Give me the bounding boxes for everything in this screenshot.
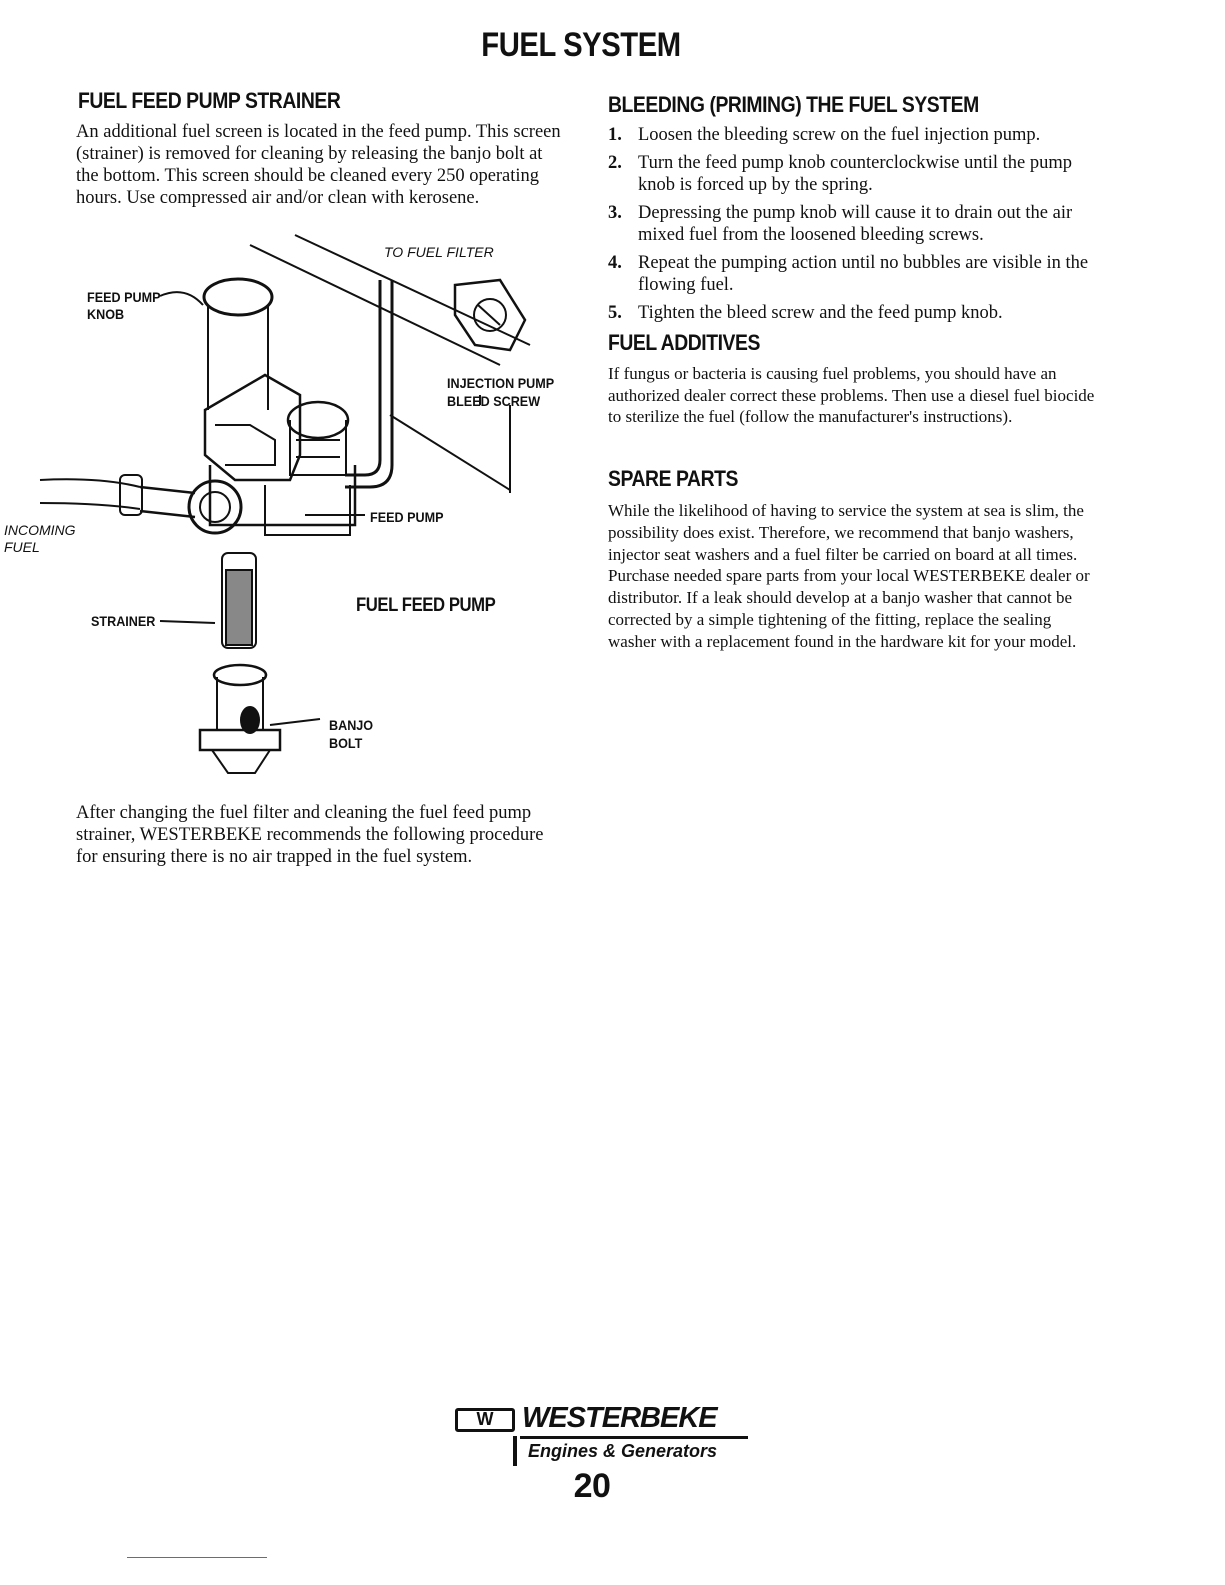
brand-tagline: Engines & Generators xyxy=(528,1441,718,1461)
after-changing-text: After changing the fuel filter and cleaning the fuel feed pump strainer, WESTERBEKE recommends the following procedure for ensuring there is no air trapped in the fuel system. xyxy=(76,803,544,867)
label-feed-pump: FEED PUMP xyxy=(370,509,444,525)
label-injection-pump-line1: INJECTION PUMP xyxy=(447,375,555,391)
spare-parts-text: While the likelihood of having to service the system at sea is slim, the possibility does exist. Therefore, we recommend that banjo washers, injector seat washers and a fuel filter be carried on board at all times. Purchase needed spare parts from your local WESTERBEKE dealer or distributor. If a leak should develop at a banjo washer that cannot be corrected by a simple tightening of the fitting, replace the sealing washer with a replacement found in the hardware kit for your model. xyxy=(608,501,1090,651)
label-banjo-bolt-line1: BANJO xyxy=(329,717,374,733)
section-heading-strainer: FUEL FEED PUMP STRAINER xyxy=(78,88,341,113)
label-feed-pump-knob-line2: KNOB xyxy=(87,306,125,322)
label-banjo-bolt-line2: BOLT xyxy=(329,735,363,751)
brand-name: WESTERBEKE xyxy=(522,1402,717,1434)
section-heading-bleeding: BLEEDING (PRIMING) THE FUEL SYSTEM xyxy=(608,92,979,117)
logo-bar xyxy=(513,1436,517,1466)
label-feed-pump-knob-line1: FEED PUMP xyxy=(87,289,161,305)
label-injection-pump-line2: BLEED SCREW xyxy=(447,393,541,409)
figure-title: FUEL FEED PUMP xyxy=(356,595,496,616)
section-heading-spare-parts: SPARE PARTS xyxy=(608,466,738,491)
footer-link-line xyxy=(127,1557,267,1558)
list-item: 1. Loosen the bleeding screw on the fuel injection pump. xyxy=(608,125,1041,145)
list-item: 3. Depressing the pump knob will cause it to drain out the air mixed fuel from the loosened bleeding screws. xyxy=(608,203,1073,245)
logo-underline xyxy=(520,1436,748,1439)
list-item: 2. Turn the feed pump knob counterclockwise until the pump knob is forced up by the spring. xyxy=(608,153,1072,195)
list-item: 5. Tighten the bleed screw and the feed pump knob. xyxy=(608,303,1003,323)
page-title: FUEL SYSTEM xyxy=(481,26,681,64)
label-strainer: STRAINER xyxy=(91,613,156,629)
label-incoming-line2: FUEL xyxy=(4,539,40,555)
fuel-additives-text: If fungus or bacteria is causing fuel problems, you should have an authorized dealer correct these problems. Then use a diesel fuel biocide to sterilize the fuel (follow the manufacturer's instructions). xyxy=(608,364,1095,426)
label-to-fuel-filter: TO FUEL FILTER xyxy=(384,244,494,260)
list-item: 4. Repeat the pumping action until no bubbles are visible in the flowing fuel. xyxy=(608,253,1089,295)
page-number: 20 xyxy=(573,1467,611,1505)
westerbeke-logo-mark: W xyxy=(455,1408,515,1432)
section-heading-additives: FUEL ADDITIVES xyxy=(608,330,760,355)
strainer-intro-text: An additional fuel screen is located in the feed pump. This screen (strainer) is removed for cleaning by releasing the banjo bolt at the bottom. This screen should be cleaned every 250 operating hours. Use compressed air and/or clean with kerosene. xyxy=(76,122,561,208)
bleeding-steps-list xyxy=(608,124,1098,330)
label-incoming-line1: INCOMING xyxy=(4,522,76,538)
